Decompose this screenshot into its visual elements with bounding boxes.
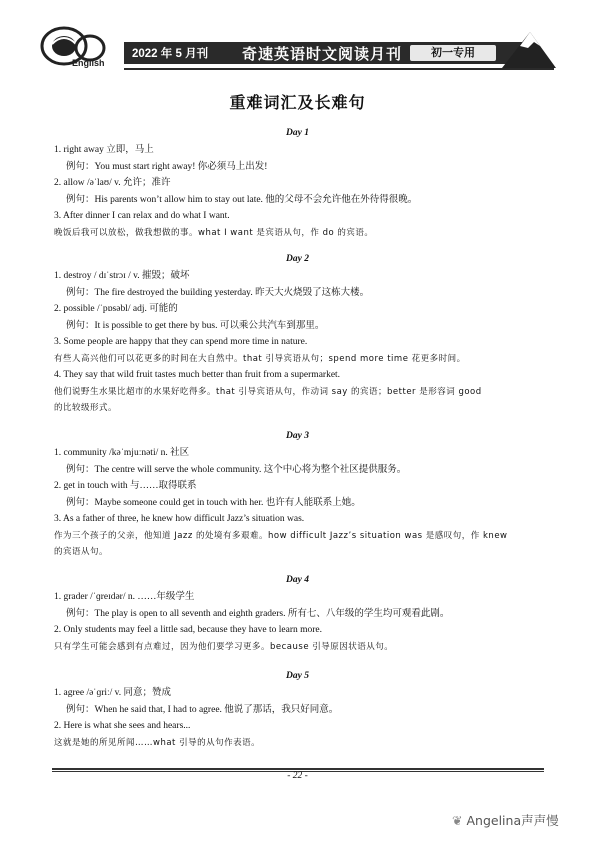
footer-rule (52, 768, 544, 770)
grade-badge: 初一专用 (410, 45, 496, 61)
issue-date: 2022 年 5 月刊 (132, 48, 209, 60)
day-heading: Day 3 (286, 431, 309, 441)
watermark (452, 811, 559, 829)
example-sentence: 例句：You must start right away! 你必须马上出发! (66, 161, 268, 172)
example-sentence: 例句：When he said that, I had to agree. 他说了那话，我只好同意。 (66, 704, 339, 715)
magazine-logo (38, 24, 122, 70)
example-sentence: 例句：Maybe someone could get in touch with her. 也许有人能联系上她。 (66, 497, 361, 508)
example-sentence: 例句：The fire destroyed the building yesterday. 昨天大火烧毁了这栋大楼。 (66, 287, 370, 298)
header-rule (124, 68, 554, 70)
example-sentence: 例句：The centre will serve the whole community. 这个中心将为整个社区提供服务。 (66, 464, 407, 475)
day-heading: Day 4 (286, 575, 309, 585)
vocab-item: 3. Some people are happy that they can spend more time in nature. (54, 337, 308, 347)
translation-note: 的宾语从句。 (54, 547, 109, 557)
header-bar (124, 42, 522, 64)
wechat-icon: ❦ (452, 813, 463, 828)
translation-note: 他们说野生水果比超市的水果好吃得多。that 引导宾语从句，作动词 say 的宾语；better 是形容词 good (54, 386, 482, 397)
translation-note: 只有学生可能会感到有点难过，因为他们要学习更多。because 引导原因状语从句。 (54, 641, 394, 652)
vocab-item: 2. allow /əˈlaʊ/ v. 允许；准许 (54, 178, 171, 188)
day-heading: Day 5 (286, 671, 309, 681)
translation-note: 这就是她的所见所闻……what 引导的从句作表语。 (54, 737, 261, 748)
translation-note: 的比较级形式。 (54, 403, 118, 413)
vocab-item: 3. As a father of three, he knew how difficult Jazz’s situation was. (54, 514, 305, 524)
vocab-item: 1. destroy / dɪˈstrɔɪ / v. 摧毁；破坏 (54, 271, 190, 281)
example-sentence: 例句：It is possible to get there by bus. 可以乘公共汽车到那里。 (66, 320, 325, 331)
vocab-item: 1. community /kəˈmjuːnəti/ n. 社区 (54, 448, 190, 458)
svg-text:English: English (72, 58, 105, 68)
example-sentence: 例句：The play is open to all seventh and eighth graders. 所有七、八年级的学生均可观看此剧。 (66, 608, 450, 619)
mountain-icon (498, 24, 558, 70)
vocab-item: 1. agree /əˈɡriː/ v. 同意；赞成 (54, 688, 172, 698)
vocab-item: 2. get in touch with 与……取得联系 (54, 481, 197, 491)
vocab-item: 3. After dinner I can relax and do what I want. (54, 211, 230, 221)
translation-note: 有些人高兴他们可以花更多的时间在大自然中。that 引导宾语从句；spend more time 花更多时间。 (54, 353, 466, 364)
watermark-text: Angelina声声慢 (466, 813, 559, 828)
day-heading: Day 1 (286, 128, 309, 138)
magazine-header (38, 24, 558, 74)
vocab-item: 2. Only students may feel a little sad, because they have to learn more. (54, 625, 323, 635)
example-sentence: 例句：His parents won’t allow him to stay out late. 他的父母不会允许他在外待得很晚。 (66, 194, 418, 205)
vocab-item: 4. They say that wild fruit tastes much better than fruit from a supermarket. (54, 370, 341, 380)
magazine-title: 奇速英语时文阅读月刊 (242, 45, 403, 63)
vocab-item: 2. Here is what she sees and hears... (54, 721, 191, 731)
translation-note: 作为三个孩子的父亲，他知道 Jazz 的处境有多艰难。how difficult Jazz’s situation was 是感叹句，作 knew (54, 530, 508, 541)
translation-note: 晚饭后我可以放松，做我想做的事。what I want 是宾语从句，作 do 的宾语。 (54, 227, 374, 238)
page-title: 重难词汇及长难句 (229, 93, 366, 112)
vocab-item: 2. possible /ˈpɒsəbl/ adj. 可能的 (54, 304, 178, 314)
page-number: - 22 - (287, 771, 308, 781)
vocab-item: 1. right away 立即，马上 (54, 145, 154, 155)
day-heading: Day 2 (286, 254, 309, 264)
vocab-item: 1. grader /ˈɡreɪdər/ n. ……年级学生 (54, 592, 195, 602)
